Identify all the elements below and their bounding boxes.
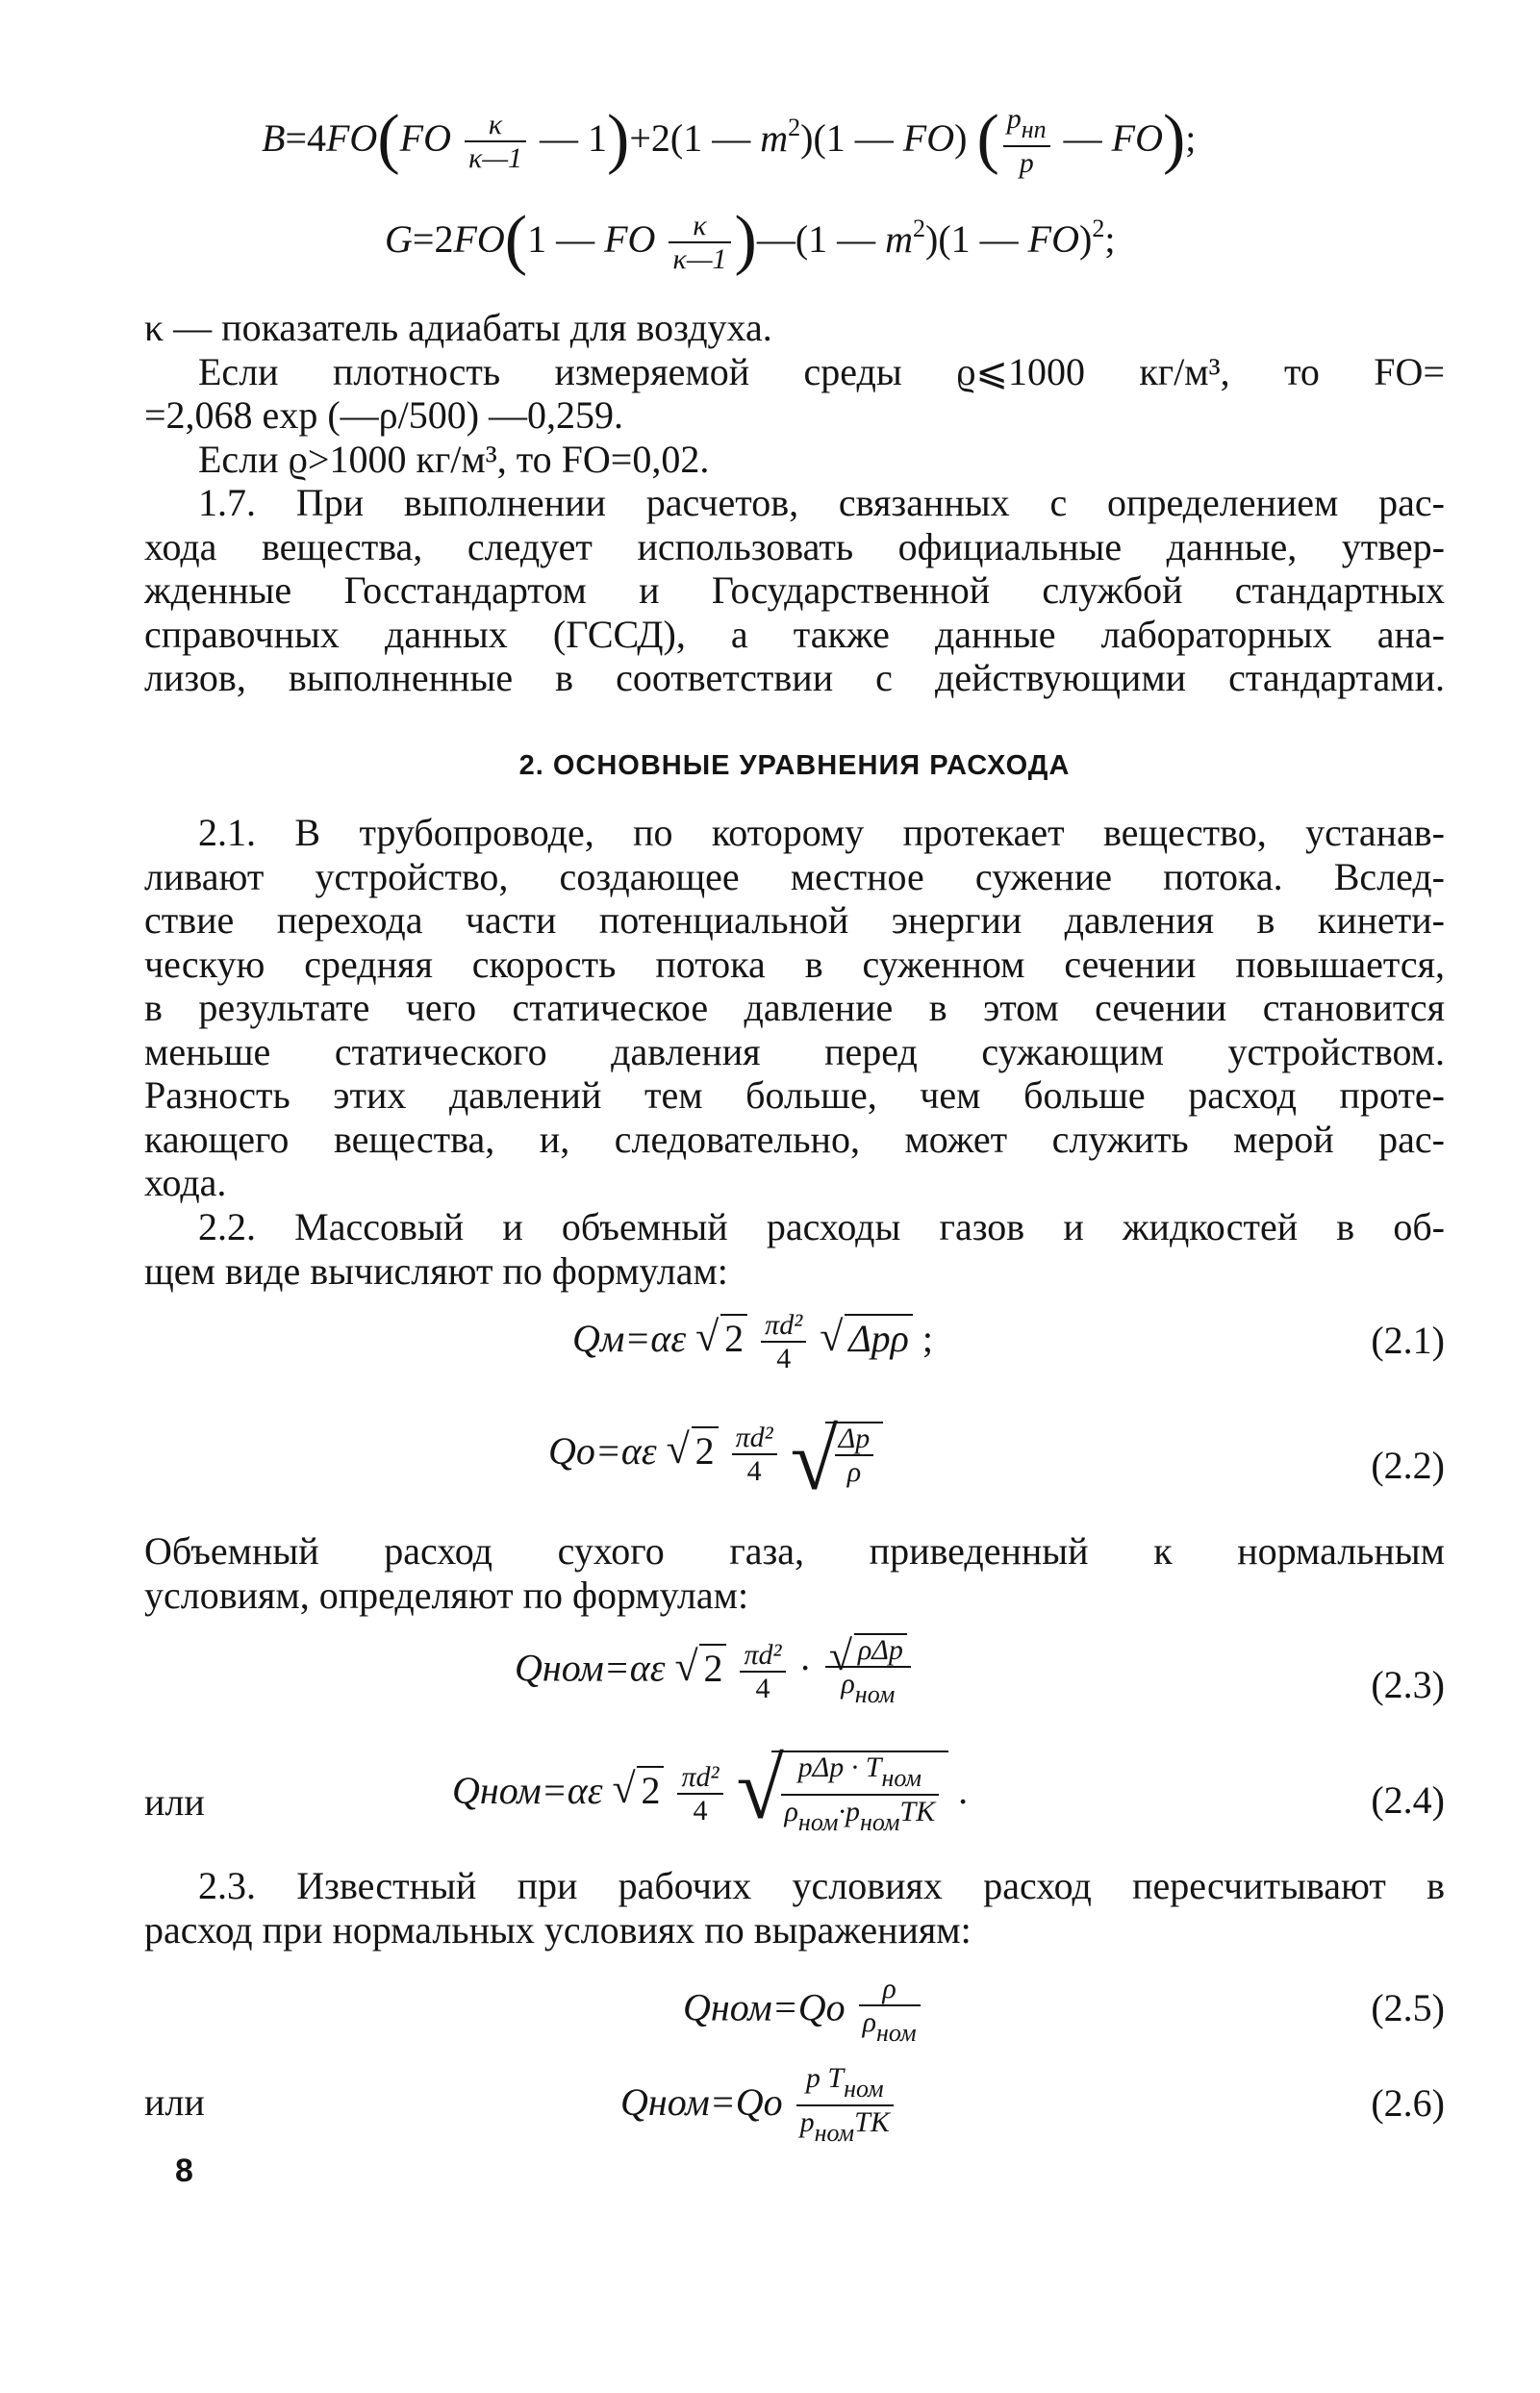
text-line: меньше статического давления перед сужающим устройством. bbox=[144, 1029, 1445, 1073]
equation-lhs: Qном=Qо bbox=[620, 2080, 783, 2125]
text-line: Если плотность измеряемой среды ϱ⩽1000 кг/м³, то FO= bbox=[198, 349, 1445, 393]
text-line: Если ϱ>1000 кг/м³, то FO=0,02. bbox=[198, 437, 710, 481]
formula-B: B=4FO(FO $\frac{\kappa}{\kappa—1}$ — 1)+2(1 — $m^2)(1$ — FO) ( $\frac{\text{pнп}}{p}$ — FO); bbox=[262, 102, 1197, 180]
text-line: 1.7. При выполнении расчетов, связанных с определением рас- bbox=[198, 481, 1445, 524]
equation-number: (2.3) bbox=[1371, 1663, 1445, 1706]
text-line: жденные Госстандартом и Государственной службой стандартных bbox=[144, 568, 1445, 612]
equation-lhs: Qо=αε bbox=[548, 1429, 657, 1474]
equation-number: (2.2) bbox=[1371, 1444, 1445, 1487]
equation-number: (2.1) bbox=[1371, 1319, 1445, 1362]
equation-lhs: Qном=αε bbox=[452, 1769, 603, 1813]
text-line: ствие перехода части потенциальной энергии давления в кинети- bbox=[144, 898, 1445, 942]
equation-lhs: Qм=αε bbox=[572, 1317, 687, 1361]
text-line: 2.2. Массовый и объемный расходы газов и жидкостей в об- bbox=[198, 1205, 1445, 1248]
text-line: Разность этих давлений тем больше, чем больше расход проте- bbox=[144, 1073, 1445, 1117]
or-word: или bbox=[144, 1780, 205, 1824]
paragraph-2-2 bbox=[144, 1205, 1445, 1293]
text-line: хода. bbox=[144, 1161, 227, 1204]
text-line: справочных данных (ГССД), а также данные лабораторных ана- bbox=[144, 612, 1445, 656]
text-line: кающего вещества, и, следовательно, может служить мерой рас- bbox=[144, 1117, 1445, 1161]
text-line: 2.1. В трубопроводе, по которому протекает вещество, устанав- bbox=[198, 811, 1445, 854]
text-line: ливают устройство, создающее местное сужение потока. Вслед- bbox=[144, 854, 1445, 898]
text-line: ческую средняя скорость потока в суженном сечении повышается, bbox=[144, 942, 1445, 986]
paragraph-dry-gas bbox=[144, 1529, 1445, 1617]
section-heading: 2. ОСНОВНЫЕ УРАВНЕНИЯ РАСХОДА bbox=[518, 750, 1071, 781]
paragraph-2-1 bbox=[144, 811, 1445, 1205]
text-line: хода вещества, следует использовать официальные данные, утвер- bbox=[144, 524, 1445, 568]
equation-lhs: Qном=Qо bbox=[683, 1985, 846, 2029]
text-line: лизов, выполненные в соответствии с действующими стандартами. bbox=[144, 656, 1445, 699]
document-page: B=4FO(FO $\frac{\kappa}{\kappa—1}$ — 1)+2(1 — $m^2)(1$ — FO) ( $\frac{\text{pнп}}{p}$ — FO); G=2FO(1 — FO $\frac{\kappa}{\kappa—1}$ )—(1 — $m^2)(1$ — FO)$^2$; κ — показатель адиабаты для воздуха. Если плотность измеряемой среды ϱ⩽1000 кг/м³, то FO= =2,068 exp (—ρ/500) —0,259. Если ϱ>1000 кг/м³, то FO=0,02. 1.7. При выполнении расчетов, связанных с определением рас- хода вещества, следует использовать официальные данные, утвер- жденные Госстандартом и Государственной службой стандартных справочных данных (ГССД), а также данные лабораторных ана- лизов, выполненные в соответствии с действующими стандартами. 2. ОСНОВНЫЕ УРАВНЕНИЯ РАСХОДА 2.1. В трубопроводе, по которому протекает вещество, устанав- ливают устройство, создающее местное сужение потока. Вслед- ствие перехода части потенциальной энергии давления в кинети- ческую средняя скорость потока в суженном сечении повышается, в результате чего статическое давление в этом сечении становится меньше статического давления перед сужающим устройством. Разность этих давлений тем больше, чем больше расход проте- кающего вещества, и, следовательно, может служить мерой рас- хода. 2.2. Массовый и объемный расходы газов и жидкостей в об- щем виде вычисляют по формулам: Qм=αε √ 2 $\frac{\text{πd²}}{4}$ √ Δpρ ; (2.1) Qо=αε √ 2 $\frac{\text{πd²}}{4}$ √ $\frac{\Delta p}{\rho}$ (2.2) Объемный расход сухого газа, приведенный к нормальным условиям, определяют по формулам: Qном=αε √ 2 $\frac{\text{πd²}}{4}$ · √ ρΔp ρном (2.3) или Qном=αε √ 2 $\frac{\text{πd²}}{4}$ √ $\frac{\text{pΔp · Tном}}{\text{ρном·pномTK}}$ . (2.4) 2.3. Известный при рабочих условиях расход пересчитывают в расход при нормальных условиях по выражениям: Qном=Qо $\frac{\rho}{\text{ρном}}$ (2.5) или Qном=Qо $\frac{\text{p Tном}}{\text{pномTK}}$ (2.6) 8 bbox=[144, 102, 1445, 2189]
or-word: или bbox=[144, 2080, 205, 2124]
text-line: 2.3. Известный при рабочих условиях расход пересчитывают в bbox=[198, 1864, 1445, 1907]
intro-lines bbox=[144, 306, 1445, 481]
page-number: 8 bbox=[175, 2153, 193, 2189]
text-line: κ — показатель адиабаты для воздуха. bbox=[144, 306, 772, 349]
text-line: в результате чего статическое давление в этом сечении становится bbox=[144, 986, 1445, 1029]
paragraph-1-7 bbox=[144, 481, 1445, 700]
text-line: расход при нормальных условиях по выражениям: bbox=[144, 1907, 972, 1952]
text-line: щем виде вычисляют по формулам: bbox=[144, 1248, 728, 1293]
text-line: =2,068 exp (—ρ/500) —0,259. bbox=[144, 393, 624, 437]
equation-number: (2.4) bbox=[1371, 1778, 1445, 1822]
text-line: Объемный расход сухого газа, приведенный к нормальным bbox=[144, 1529, 1445, 1573]
equation-lhs: Qном=αε bbox=[515, 1646, 666, 1690]
paragraph-2-3 bbox=[144, 1864, 1445, 1952]
text-line: условиям, определяют по формулам: bbox=[144, 1573, 749, 1617]
equation-number: (2.6) bbox=[1371, 2081, 1445, 2125]
equation-number: (2.5) bbox=[1371, 1986, 1445, 2029]
formula-G: G=2FO(1 — FO $\frac{\kappa}{\kappa—1}$ )—(1 — $m^2)(1$ — FO)$^2$; bbox=[385, 203, 1116, 277]
